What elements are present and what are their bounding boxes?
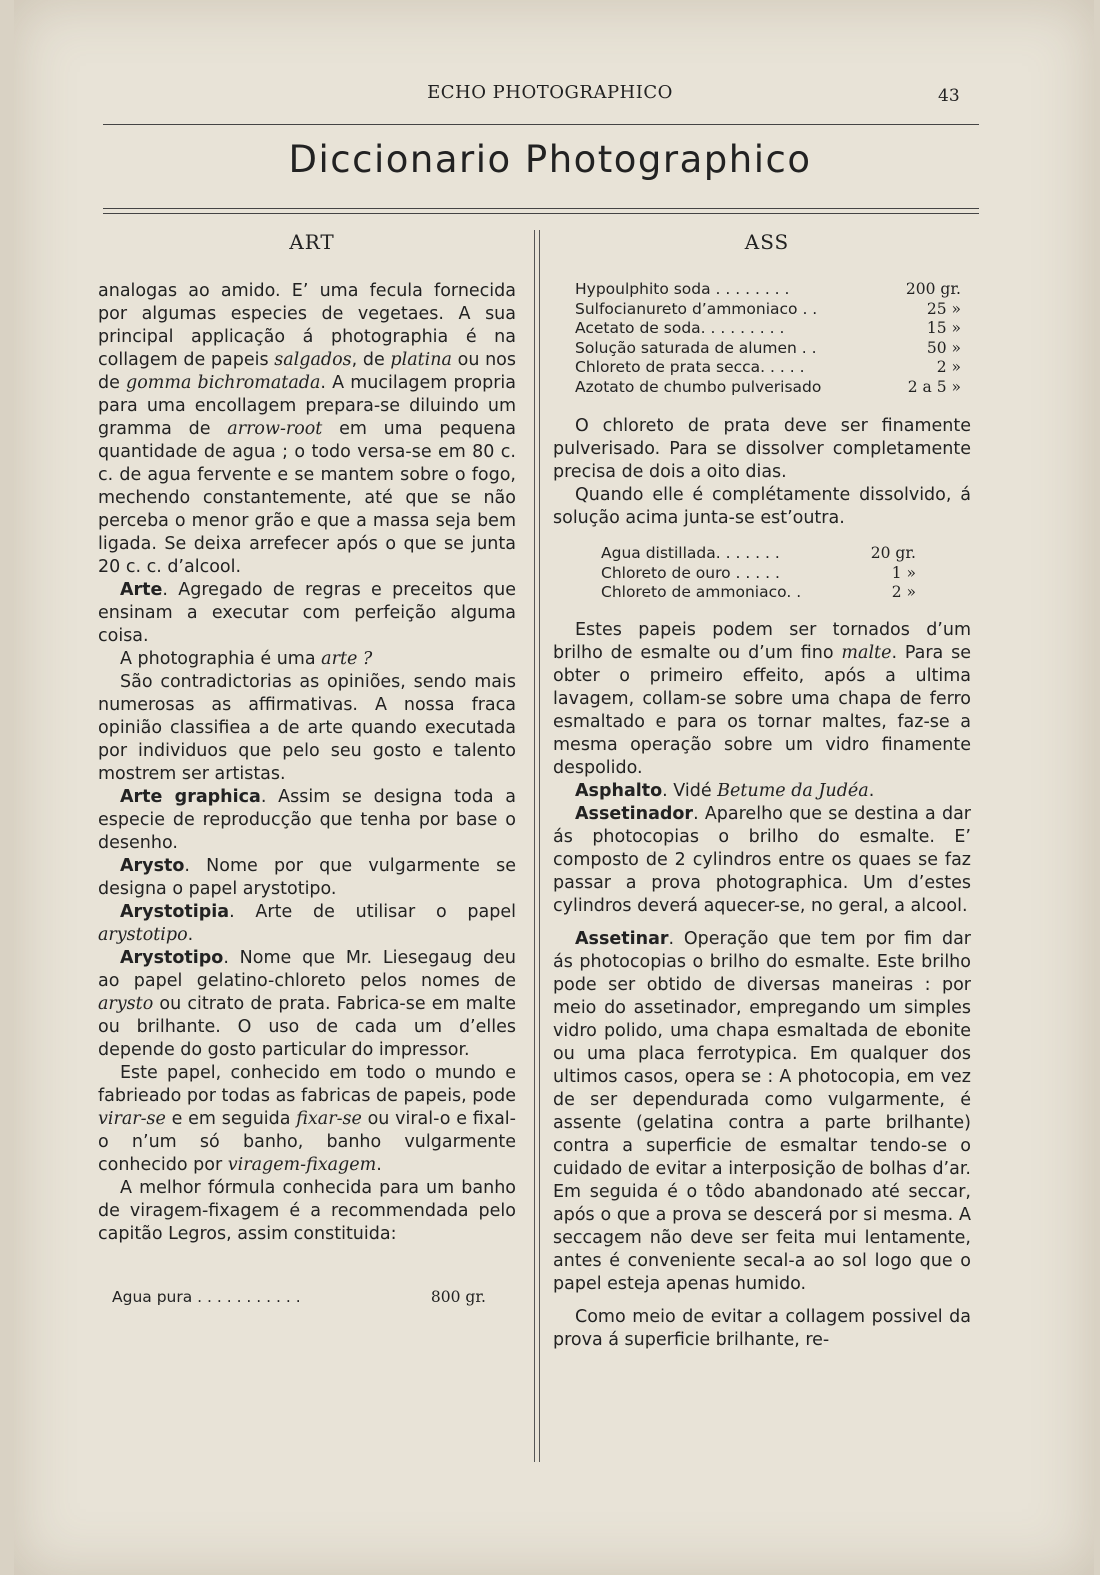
italic-term: arrow-root	[227, 419, 323, 439]
entry-assetinador	[553, 803, 971, 918]
entry-assetinar	[553, 928, 971, 1296]
text-run: . Assim se designa toda a especie de reproducção que tenha por base o desenho.	[98, 787, 517, 853]
text-run: em uma pequena quantidade de agua ; o todo versa-se em 80 c. c. de agua fervente e se mantem sobre o fogo, mechendo constantemente, até que se não perceba o menor grão e que a massa seja bem ligada. Se deixa arrefecer após o que se junta 20 c. c. d’alcool.	[98, 419, 516, 577]
ingredient-label: Acetato de soda. . . . . . . . .	[575, 319, 785, 337]
ingredient-label: Chloreto de ouro . . . . .	[601, 563, 780, 582]
running-title: ECHO PHOTOGRAPHICO	[427, 82, 673, 103]
text-run: . Para se obter o primeiro effeito, após a ultima lavagem, collam-se sobre uma chapa de ferro esmaltado e para os tornar maltes, faz-se a mesma operação sobre um vidro finamente despolido.	[553, 642, 972, 778]
formula-row	[575, 358, 961, 378]
text-run: e em seguida	[165, 1109, 297, 1129]
column-divider	[534, 230, 535, 1462]
masthead-title: Diccionario Photographico	[288, 138, 812, 181]
ingredient-label: Chloreto de prata secca. . . . .	[575, 358, 805, 376]
text-run: O chloreto de prata deve ser finamente pulverisado. Para se dissolver completamente precisa de dois a oito dias.	[553, 416, 971, 482]
formula-row	[575, 319, 961, 339]
italic-term: fixar-se	[296, 1109, 362, 1129]
ingredient-quantity: 25 »	[926, 299, 961, 318]
ingredient-quantity: 2 »	[891, 583, 916, 601]
headword: Arystotipo	[120, 948, 224, 968]
text-run: .	[187, 925, 194, 945]
text-run: . Operação que tem por fim dar ás photocopias o brilho do esmalte. Este brilho pode ser obtido de diversas maneiras : por meio do assetinador, empregando um simples vidro polido, uma chapa esmaltada de ebonite ou uma placa ferrotypica. Em qualquer dos ultimos casos, opera se : A photocopia, em vez de ser dependurada como vulgarmente, é assente (gelatina contra a parte brilhante) contra a superficie de esmaltar tendo-se o cuidado de evitar a interposição de bolhas d’ar. Em seguida é o tôdo abandonado até seccar, após o que a prova se descerá por si mesma. A seccagem não deve ser feita mui lentamente, antes é conveniente secal-a ao sol logo que o papel esteja apenas humido.	[553, 928, 971, 1294]
headword: Arysto	[120, 856, 185, 876]
italic-term: platina	[390, 350, 452, 370]
ingredient-label: Chloreto de ammoniaco. .	[601, 583, 802, 601]
ingredient-quantity: 2 »	[936, 358, 961, 376]
ingredient-label: Agua distillada. . . . . . .	[601, 544, 780, 562]
text-run: ou citrato de prata. Fabrica-se em malte ou brilhante. O uso de cada um d’elles depende do gosto particular do impressor.	[98, 994, 516, 1060]
entry-arte	[98, 579, 516, 648]
ingredient-quantity: 15 »	[926, 319, 961, 337]
headword: Arte	[120, 580, 163, 600]
italic-term: gomma bichromatada	[126, 373, 321, 393]
right-column-heading: ASS	[744, 230, 790, 254]
text-run: analogas ao amido. E’ uma fecula fornecida por algumas especies de vegetaes. A sua principal applicação á photographia é na collagem de papeis	[98, 281, 516, 370]
italic-term: malte	[841, 642, 892, 663]
right-column	[553, 280, 971, 1352]
formula-table	[553, 544, 971, 603]
text-run: . Nome que Mr. Liesegaug deu ao papel gelatino-chloreto pelos nomes de	[98, 948, 516, 991]
text-run: . Agregado de regras e preceitos que ensinam a executar com perfeição alguma coisa.	[98, 580, 516, 646]
text-run: Como meio de evitar a collagem possivel da prova á superficie brilhante, re-	[553, 1306, 971, 1350]
entry-paragraph	[98, 1062, 516, 1177]
entry-paragraph	[553, 484, 971, 530]
headword: Arte graphica	[120, 787, 261, 807]
formula-row	[601, 564, 916, 584]
formula-row	[112, 1288, 486, 1308]
ingredient-quantity: 1 »	[891, 563, 916, 582]
italic-term: arte ?	[321, 649, 373, 669]
text-run: Quando elle é complétamente dissolvido, á solução acima junta-se est’outra.	[553, 485, 971, 528]
headword: Assetinador	[575, 803, 694, 824]
italic-term: Betume da Judéa	[717, 780, 869, 801]
page-number: 43	[938, 86, 960, 106]
entry-arystotipo	[98, 947, 516, 1062]
ingredient-quantity: 50 »	[926, 338, 961, 357]
masthead-rule-bottom	[103, 213, 979, 214]
headword: Asphalto	[575, 780, 663, 801]
entry-arte-graphica	[98, 786, 516, 855]
formula-row	[575, 280, 961, 300]
italic-term: salgados	[274, 350, 352, 370]
text-run: . Aparelho que se destina a dar ás photocopias o brilho do esmalte. E’ composto de 2 cylindros entre os quaes se faz passar a prova photographica. Um d’estes cylindros deverá aquecer-se, no geral, a alcool.	[553, 803, 971, 916]
entry-paragraph	[98, 1177, 516, 1246]
ingredient-label: Azotato de chumbo pulverisado	[575, 377, 822, 396]
entry-arysto	[98, 855, 516, 901]
column-divider	[539, 230, 540, 1462]
ingredient-quantity: 20 gr.	[870, 544, 916, 562]
headword: Assetinar	[575, 928, 669, 949]
formula-row	[575, 378, 961, 398]
formula-row	[575, 300, 961, 320]
ingredient-label: Hypoulphito soda . . . . . . . .	[575, 280, 790, 298]
text-run: , de	[351, 350, 391, 370]
text-run: A melhor fórmula conhecida para um banho de viragem-fixagem é a recommendada pelo capitão Legros, assim constituida:	[98, 1178, 516, 1244]
entry-paragraph	[98, 648, 516, 671]
text-run: São contradictorias as opiniões, sendo mais numerosas as affirmativas. A nossa fraca opinião classifiea a de arte quando executada por individuos que pelo seu gosto e talento mostrem ser artistas.	[98, 672, 516, 784]
masthead-rule-top	[103, 208, 979, 209]
text-run: A photographia é uma	[120, 649, 322, 669]
ingredient-label: Agua pura . . . . . . . . . . .	[112, 1288, 301, 1306]
text-run: . Nome por que vulgarmente se designa o papel arystotipo.	[98, 856, 516, 899]
ingredient-label: Solução saturada de alumen . .	[575, 338, 817, 357]
italic-term: arystotipo	[98, 925, 188, 945]
ingredient-label: Sulfocianureto d’ammoniaco . .	[575, 299, 818, 318]
ingredient-quantity: 2 a 5 »	[907, 377, 961, 396]
left-column	[98, 280, 516, 1308]
ingredient-quantity: 200 gr.	[905, 280, 961, 298]
text-run: . Vidé	[662, 780, 718, 801]
text-run: Este papel, conhecido em todo o mundo e fabrieado por todas as fabricas de papeis, pode	[98, 1063, 516, 1106]
text-run: ou viral-o e fixal-o n’um só banho, banho vulgarmente conhecido por	[98, 1109, 516, 1175]
italic-term: arysto	[98, 994, 154, 1014]
headword: Arystotipia	[120, 902, 230, 922]
entry-paragraph	[98, 280, 516, 579]
italic-term: viragem-fixagem	[227, 1155, 377, 1175]
entry-paragraph	[553, 619, 971, 780]
text-run: . Arte de utilisar o papel	[229, 902, 516, 922]
text-run: .	[868, 780, 875, 801]
entry-asphalto	[553, 780, 971, 803]
entry-paragraph	[98, 671, 516, 786]
header-rule	[103, 124, 979, 125]
text-run: .	[376, 1155, 382, 1175]
formula-table	[553, 280, 971, 397]
left-column-heading: ART	[289, 230, 335, 254]
text-run: . A mucilagem propria para uma encollagem prepara-se diluindo um gramma de	[98, 373, 516, 439]
formula-row	[601, 583, 916, 603]
text-run: ou nos de	[98, 350, 516, 393]
text-run: Estes papeis podem ser tornados d’um brilho de esmalte ou d’um fino	[553, 619, 971, 663]
ingredient-quantity: 800 gr.	[430, 1288, 486, 1306]
formula-row	[601, 544, 916, 564]
formula-table	[98, 1288, 516, 1308]
entry-arystotipia	[98, 901, 516, 947]
formula-row	[575, 339, 961, 359]
italic-term: virar-se	[98, 1109, 166, 1129]
entry-paragraph	[553, 1306, 971, 1352]
entry-paragraph	[553, 415, 971, 484]
